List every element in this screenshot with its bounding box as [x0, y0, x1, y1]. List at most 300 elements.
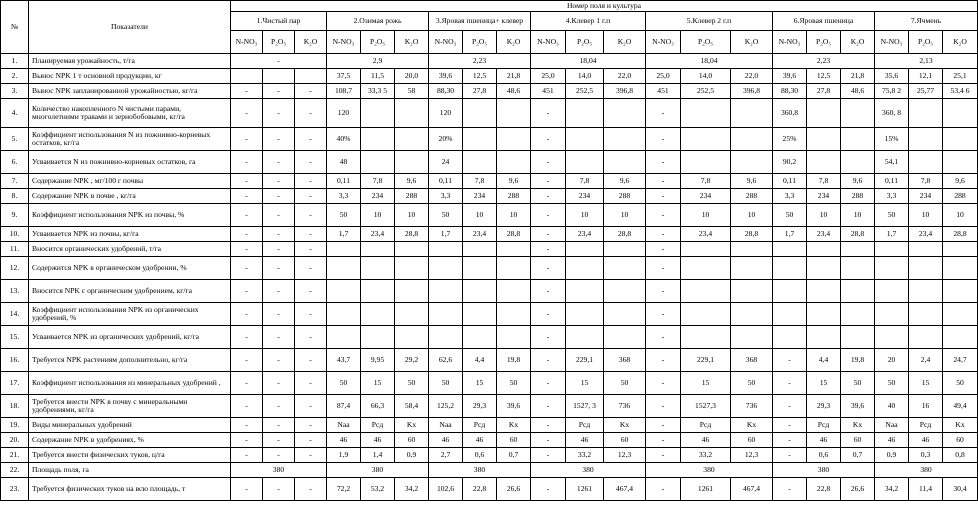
table-cell: - [263, 433, 295, 448]
table-cell [429, 257, 463, 280]
table-cell: Pсд [566, 418, 604, 433]
table-cell: 34,2 [395, 478, 429, 501]
row-label: Вносится органических удобрений, т/га [29, 242, 231, 257]
table-cell: 108,7 [327, 84, 361, 99]
table-cell [681, 280, 731, 303]
table-cell: - [295, 257, 327, 280]
table-cell: 736 [731, 395, 773, 418]
table-cell: 10 [566, 204, 604, 227]
table-cell: 7,8 [681, 174, 731, 189]
table-cell: - [295, 433, 327, 448]
table-cell: 26,6 [497, 478, 531, 501]
table-cell: 20,0 [395, 69, 429, 84]
table-cell [681, 128, 731, 151]
table-cell: 22,8 [807, 478, 841, 501]
table-cell: 50 [429, 372, 463, 395]
table-cell [604, 257, 646, 280]
table-cell [429, 326, 463, 349]
table-cell: - [231, 99, 263, 128]
table-cell: 9,6 [943, 174, 978, 189]
table-cell: 25,0 [646, 69, 681, 84]
table-cell: 10 [361, 204, 395, 227]
table-cell [773, 303, 807, 326]
header-nutrient-k: K₂O [841, 31, 875, 54]
table-cell: 3,3 [327, 189, 361, 204]
table-cell: Kх [943, 418, 978, 433]
header-field-6: 6.Яровая пшеница [773, 12, 875, 31]
table-cell: 396,8 [731, 84, 773, 99]
table-cell: 0,11 [773, 174, 807, 189]
table-cell: 1,7 [875, 227, 909, 242]
table-cell [807, 257, 841, 280]
table-cell: - [231, 174, 263, 189]
row-label: Вносится NPK с органическим удобрением, кг/га [29, 280, 231, 303]
table-cell: 15% [875, 128, 909, 151]
table-cell [807, 151, 841, 174]
header-field-3: 3.Яровая пшеница+ клевер [429, 12, 531, 31]
table-cell: Pсд [807, 418, 841, 433]
header-nutrient-k: K₂O [943, 31, 978, 54]
row-label: Содержится NPK в органическом удобрении, % [29, 257, 231, 280]
table-cell: 19,8 [497, 349, 531, 372]
table-cell [395, 128, 429, 151]
header-nutrient-p: P₂O₅ [263, 31, 295, 54]
table-cell: 50 [875, 372, 909, 395]
table-cell [841, 326, 875, 349]
table-cell: - [531, 189, 566, 204]
table-cell: Pсд [463, 418, 497, 433]
table-cell [681, 242, 731, 257]
table-cell: 0,6 [463, 448, 497, 463]
table-row [1, 174, 978, 189]
table-cell [361, 303, 395, 326]
table-cell [361, 257, 395, 280]
table-cell: - [231, 349, 263, 372]
table-cell [395, 242, 429, 257]
row-label: Содержание NPK , мг/100 г почвы [29, 174, 231, 189]
row-label: Требуется внести NPK в почву с минеральными удобрениями, кг/га [29, 395, 231, 418]
table-cell: - [646, 174, 681, 189]
table-cell [943, 99, 978, 128]
table-cell: 34,2 [875, 478, 909, 501]
table-cell: 22,0 [604, 69, 646, 84]
table-cell: 1,7 [773, 227, 807, 242]
table-cell: 1,7 [327, 227, 361, 242]
table-cell: - [646, 99, 681, 128]
table-cell [463, 257, 497, 280]
table-cell: 1261 [566, 478, 604, 501]
table-cell: 24 [429, 151, 463, 174]
table-cell: 9,95 [361, 349, 395, 372]
table-cell: 12,3 [731, 448, 773, 463]
table-cell: 288 [604, 189, 646, 204]
table-cell [361, 242, 395, 257]
table-cell: - [231, 448, 263, 463]
table-cell [875, 280, 909, 303]
table-cell: 54,1 [875, 151, 909, 174]
table-cell: 25,1 [943, 69, 978, 84]
table-cell: 12,3 [604, 448, 646, 463]
table-cell [604, 303, 646, 326]
table-cell [566, 280, 604, 303]
table-cell [841, 303, 875, 326]
table-cell: 2,23 [429, 54, 531, 69]
table-cell: 0,3 [909, 448, 943, 463]
table-cell: - [646, 242, 681, 257]
table-cell: Nаа [327, 418, 361, 433]
header-field-1: 1.Чистый пар [231, 12, 327, 31]
table-cell: - [295, 174, 327, 189]
table-cell [773, 257, 807, 280]
table-cell: - [263, 189, 295, 204]
table-cell [327, 242, 361, 257]
table-cell: 33,2 [566, 448, 604, 463]
table-cell: 35,6 [875, 69, 909, 84]
table-cell: 29,3 [807, 395, 841, 418]
table-cell [943, 242, 978, 257]
table-cell: - [231, 204, 263, 227]
table-cell [943, 151, 978, 174]
table-cell: - [773, 395, 807, 418]
table-cell: Pсд [681, 418, 731, 433]
row-number: 3. [1, 84, 29, 99]
table-cell: - [263, 227, 295, 242]
table-cell: 0,11 [327, 174, 361, 189]
table-cell: 50 [604, 372, 646, 395]
table-row [1, 463, 978, 478]
table-cell [497, 128, 531, 151]
table-cell: 360,8 [773, 99, 807, 128]
table-cell [327, 280, 361, 303]
table-cell: - [531, 227, 566, 242]
table-cell: - [295, 84, 327, 99]
table-cell [909, 257, 943, 280]
table-cell [361, 280, 395, 303]
table-cell [943, 257, 978, 280]
table-cell [361, 326, 395, 349]
table-cell [807, 242, 841, 257]
table-cell [604, 151, 646, 174]
table-cell: 43,7 [327, 349, 361, 372]
table-row [1, 54, 978, 69]
table-cell: 234 [566, 189, 604, 204]
table-cell: 50 [327, 372, 361, 395]
table-cell: 1,7 [429, 227, 463, 242]
table-cell [681, 326, 731, 349]
table-cell: 7,8 [463, 174, 497, 189]
table-cell: 102,6 [429, 478, 463, 501]
table-cell [395, 303, 429, 326]
table-cell: - [263, 395, 295, 418]
header-nutrient-k: K₂O [604, 31, 646, 54]
table-cell: 4,4 [463, 349, 497, 372]
table-cell: 50 [395, 372, 429, 395]
table-cell: 125,2 [429, 395, 463, 418]
row-label: Коэффициент использования NPK из органических удобрений, % [29, 303, 231, 326]
table-cell: - [231, 151, 263, 174]
table-cell [327, 326, 361, 349]
table-cell: - [263, 478, 295, 501]
table-cell: - [263, 303, 295, 326]
table-cell [909, 303, 943, 326]
row-number: 9. [1, 204, 29, 227]
table-cell: Kх [395, 418, 429, 433]
table-row [1, 280, 978, 303]
table-row [1, 99, 978, 128]
table-cell [463, 151, 497, 174]
table-cell: - [231, 372, 263, 395]
row-number: 15. [1, 326, 29, 349]
header-nutrient-p: P₂O₅ [909, 31, 943, 54]
table-cell [497, 242, 531, 257]
header-field-2: 2.Озимая рожь [327, 12, 429, 31]
table-cell [773, 326, 807, 349]
table-cell: 0,7 [841, 448, 875, 463]
table-cell [566, 326, 604, 349]
table-cell: - [231, 227, 263, 242]
table-cell: 48,6 [497, 84, 531, 99]
table-cell [731, 99, 773, 128]
row-label: Усваивается NPK из органических удобрений, кг/га [29, 326, 231, 349]
table-cell: 1261 [681, 478, 731, 501]
table-cell [327, 257, 361, 280]
table-cell [295, 69, 327, 84]
table-cell: 39,6 [497, 395, 531, 418]
header-nutrient-n: N-NO₃ [531, 31, 566, 54]
table-cell: 234 [909, 189, 943, 204]
table-cell: - [531, 372, 566, 395]
row-number: 14. [1, 303, 29, 326]
table-row [1, 204, 978, 227]
table-cell: 88,30 [429, 84, 463, 99]
table-cell: - [263, 257, 295, 280]
table-cell: 23,4 [807, 227, 841, 242]
table-cell [841, 128, 875, 151]
table-cell: 380 [646, 463, 773, 478]
table-cell: 58,4 [395, 395, 429, 418]
table-cell [731, 128, 773, 151]
table-cell [566, 99, 604, 128]
table-cell: 288 [497, 189, 531, 204]
table-cell: - [646, 257, 681, 280]
table-cell [463, 280, 497, 303]
row-label: Виды минеральных удобрений [29, 418, 231, 433]
table-cell: - [773, 478, 807, 501]
table-cell [731, 280, 773, 303]
row-label: Планируемая урожайность, т/га [29, 54, 231, 69]
row-label: Усваивается N из пожнивно-корневых остатков, га [29, 151, 231, 174]
table-cell: 11,4 [909, 478, 943, 501]
table-cell: - [531, 349, 566, 372]
row-label: Требуется внести физических туков, ц/га [29, 448, 231, 463]
table-cell: 25,77 [909, 84, 943, 99]
table-cell: 25% [773, 128, 807, 151]
table-cell: 75,8 2 [875, 84, 909, 99]
table-cell [909, 326, 943, 349]
table-cell: - [531, 99, 566, 128]
row-label: Требуется NPK растениям дополнительно, кг/га [29, 349, 231, 372]
table-cell: 3,3 [429, 189, 463, 204]
table-cell: 19,8 [841, 349, 875, 372]
table-cell: - [646, 204, 681, 227]
table-cell: 16 [909, 395, 943, 418]
table-cell: 7,8 [361, 174, 395, 189]
table-cell [943, 128, 978, 151]
table-cell [395, 151, 429, 174]
table-cell: 10 [943, 204, 978, 227]
row-label: Содержание NPK в почве , кг/га [29, 189, 231, 204]
row-number: 21. [1, 448, 29, 463]
header-nutrient-k: K₂O [731, 31, 773, 54]
table-cell: - [263, 99, 295, 128]
row-label: Количество накопленного N чистыми парами, многолетними травами и зернобобовыми, кг/га [29, 99, 231, 128]
table-cell [731, 257, 773, 280]
table-cell: - [231, 257, 263, 280]
table-cell: 229,1 [681, 349, 731, 372]
row-number: 4. [1, 99, 29, 128]
table-cell [841, 257, 875, 280]
table-cell: 28,8 [731, 227, 773, 242]
table-cell: 48,6 [841, 84, 875, 99]
table-cell: 451 [531, 84, 566, 99]
table-cell: 28,8 [841, 227, 875, 242]
table-cell: 50 [731, 372, 773, 395]
row-number: 22. [1, 463, 29, 478]
table-cell: 21,8 [497, 69, 531, 84]
table-cell: 234 [807, 189, 841, 204]
table-cell: - [231, 84, 263, 99]
row-number: 1. [1, 54, 29, 69]
table-cell [807, 280, 841, 303]
table-cell: 24,7 [943, 349, 978, 372]
table-cell [231, 69, 263, 84]
table-cell: 10 [909, 204, 943, 227]
table-cell: 252,5 [566, 84, 604, 99]
table-cell: 288 [841, 189, 875, 204]
table-cell: - [263, 280, 295, 303]
table-cell: Kх [731, 418, 773, 433]
header-nutrient-n: N-NO₃ [429, 31, 463, 54]
table-cell: - [773, 418, 807, 433]
table-cell: - [646, 303, 681, 326]
table-cell: - [231, 326, 263, 349]
table-cell: 40 [875, 395, 909, 418]
table-cell: - [531, 303, 566, 326]
table-cell: 10 [604, 204, 646, 227]
table-cell: 33,2 [681, 448, 731, 463]
table-cell: 22,8 [463, 478, 497, 501]
table-cell [604, 280, 646, 303]
table-row [1, 478, 978, 501]
table-cell: 20 [875, 349, 909, 372]
table-cell [327, 303, 361, 326]
table-cell: 28,8 [604, 227, 646, 242]
table-cell: - [231, 478, 263, 501]
table-cell: 29,3 [463, 395, 497, 418]
table-cell: 30,4 [943, 478, 978, 501]
table-cell: 0,11 [875, 174, 909, 189]
table-cell: 62,6 [429, 349, 463, 372]
header-nutrient-n: N-NO₃ [327, 31, 361, 54]
header-field-group: Номер поля и культура [231, 1, 978, 12]
header-nutrient-p: P₂O₅ [807, 31, 841, 54]
table-cell: 0,9 [395, 448, 429, 463]
table-cell: 46 [807, 433, 841, 448]
table-row [1, 303, 978, 326]
table-cell: Kх [497, 418, 531, 433]
row-number: 17. [1, 372, 29, 395]
table-cell: 23,4 [361, 227, 395, 242]
table-cell: 48 [327, 151, 361, 174]
table-cell: - [646, 395, 681, 418]
row-number: 20. [1, 433, 29, 448]
table-cell: 252,5 [681, 84, 731, 99]
row-number: 10. [1, 227, 29, 242]
header-nutrient-p: P₂O₅ [681, 31, 731, 54]
table-row [1, 227, 978, 242]
table-cell [604, 326, 646, 349]
table-cell: 9,6 [497, 174, 531, 189]
table-cell: 21,8 [841, 69, 875, 84]
table-cell [841, 151, 875, 174]
table-row [1, 84, 978, 99]
table-cell: - [646, 418, 681, 433]
table-cell [604, 99, 646, 128]
table-cell: Kх [841, 418, 875, 433]
table-cell: 368 [604, 349, 646, 372]
row-number: 16. [1, 349, 29, 372]
table-cell: 28,8 [395, 227, 429, 242]
table-cell: 9,6 [604, 174, 646, 189]
header-field-7: 7.Ячмень [875, 12, 978, 31]
table-cell: - [295, 227, 327, 242]
table-cell: 120 [327, 99, 361, 128]
table-cell [604, 128, 646, 151]
table-cell [497, 303, 531, 326]
table-cell [463, 99, 497, 128]
table-cell: 380 [773, 463, 875, 478]
table-cell: 46 [566, 433, 604, 448]
table-cell: - [295, 189, 327, 204]
table-cell: 60 [497, 433, 531, 448]
table-cell: 18,04 [646, 54, 773, 69]
table-cell: - [231, 189, 263, 204]
table-cell [463, 242, 497, 257]
table-cell: 0,6 [807, 448, 841, 463]
table-cell [909, 128, 943, 151]
table-cell: - [295, 349, 327, 372]
table-row [1, 395, 978, 418]
table-cell: 9,6 [395, 174, 429, 189]
table-cell: 10 [395, 204, 429, 227]
table-cell: - [646, 433, 681, 448]
table-cell: - [531, 433, 566, 448]
table-cell [875, 326, 909, 349]
table-cell: 53,2 [361, 478, 395, 501]
table-cell [773, 280, 807, 303]
table-row [1, 257, 978, 280]
table-cell [463, 326, 497, 349]
table-cell: - [295, 326, 327, 349]
table-cell: - [263, 204, 295, 227]
table-cell: - [646, 349, 681, 372]
table-cell [361, 99, 395, 128]
header-num: № [1, 1, 29, 54]
table-cell [429, 280, 463, 303]
table-cell [497, 280, 531, 303]
table-cell: - [295, 204, 327, 227]
table-cell: 12,5 [463, 69, 497, 84]
